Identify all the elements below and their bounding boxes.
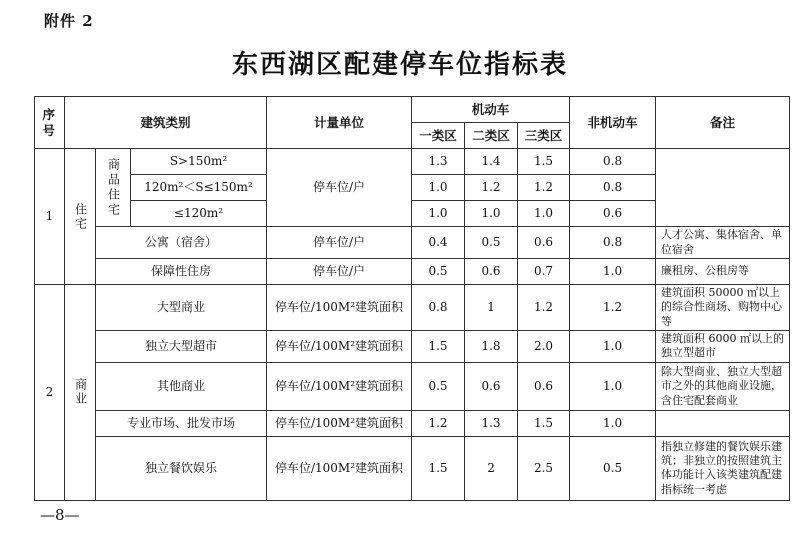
zone1-value: 1.2 xyxy=(412,410,465,436)
zone3-value: 2.0 xyxy=(518,330,570,362)
header-unit: 计量单位 xyxy=(267,97,412,149)
zone2-value: 0.6 xyxy=(465,259,518,285)
nonmotor-value: 0.6 xyxy=(570,201,656,227)
header-zone1: 一类区 xyxy=(412,123,465,149)
remarks-cell: 廉租房、公租房等 xyxy=(656,259,790,285)
unit-cell: 停车位/户 xyxy=(267,149,412,227)
zone2-value: 1.0 xyxy=(465,201,518,227)
table-row xyxy=(35,362,790,410)
zone3-value: 2.5 xyxy=(518,436,570,500)
nonmotor-value: 1.2 xyxy=(570,285,656,331)
zone3-value: 1.5 xyxy=(518,149,570,175)
zone2-value: 0.6 xyxy=(465,362,518,410)
category-cell: 独立大型超市 xyxy=(96,330,267,362)
zone1-value: 1.5 xyxy=(412,436,465,500)
header-seq: 序号 xyxy=(35,97,65,149)
zone1-value: 1.0 xyxy=(412,201,465,227)
header-motor: 机动车 xyxy=(412,97,570,123)
table-row xyxy=(35,149,790,175)
nonmotor-value: 0.8 xyxy=(570,175,656,201)
nonmotor-value: 0.5 xyxy=(570,436,656,500)
table-row xyxy=(35,410,790,436)
remarks-cell: 建筑面积 50000 ㎡以上的综合性商场、购物中心等 xyxy=(656,285,790,331)
zone2-value: 1.3 xyxy=(465,410,518,436)
header-zone2: 二类区 xyxy=(465,123,518,149)
page-title: 东西湖区配建停车位指标表 xyxy=(231,50,568,80)
zone3-value: 0.6 xyxy=(518,362,570,410)
category-cell: 其他商业 xyxy=(96,362,267,410)
category-cell: S>150m² xyxy=(131,149,267,175)
annex-label: 附件 2 xyxy=(44,12,94,30)
nonmotor-value: 1.0 xyxy=(570,259,656,285)
nonmotor-value: 1.0 xyxy=(570,410,656,436)
zone1-value: 0.5 xyxy=(412,259,465,285)
group1-number: 1 xyxy=(35,149,65,285)
unit-cell: 停车位/100M²建筑面积 xyxy=(267,330,412,362)
zone1-value: 0.8 xyxy=(412,285,465,331)
header-category: 建筑类别 xyxy=(65,97,267,149)
category-cell: 大型商业 xyxy=(96,285,267,331)
unit-cell: 停车位/100M²建筑面积 xyxy=(267,436,412,500)
category-cell: 专业市场、批发市场 xyxy=(96,410,267,436)
remarks-cell: 人才公寓、集体宿舍、单位宿舍 xyxy=(656,227,790,259)
remarks-cell: 建筑面积 6000 ㎡以上的独立型超市 xyxy=(656,330,790,362)
zone2-value: 1 xyxy=(465,285,518,331)
zone3-value: 1.5 xyxy=(518,410,570,436)
group2-name: 商业 xyxy=(65,285,96,501)
remarks-cell xyxy=(656,149,790,227)
zone2-value: 1.8 xyxy=(465,330,518,362)
category-cell: 120m²＜S≤150m² xyxy=(131,175,267,201)
group2-number: 2 xyxy=(35,285,65,501)
remarks-cell xyxy=(656,410,790,436)
unit-cell: 停车位/100M²建筑面积 xyxy=(267,285,412,331)
header-nonmotor: 非机动车 xyxy=(570,97,656,149)
table-row xyxy=(35,330,790,362)
zone2-value: 1.2 xyxy=(465,175,518,201)
page-number: —8— xyxy=(40,506,80,524)
table-row xyxy=(35,259,790,285)
zone3-value: 1.0 xyxy=(518,201,570,227)
remarks-cell: 除大型商业、独立大型超市之外的其他商业设施，含住宅配套商业 xyxy=(656,362,790,410)
zone3-value: 1.2 xyxy=(518,285,570,331)
zone2-value: 0.5 xyxy=(465,227,518,259)
unit-cell: 停车位/100M²建筑面积 xyxy=(267,410,412,436)
category-cell: 公寓（宿舍） xyxy=(96,227,267,259)
zone1-value: 0.5 xyxy=(412,362,465,410)
group1-name: 住宅 xyxy=(65,149,96,285)
nonmotor-value: 0.8 xyxy=(570,149,656,175)
zone1-value: 1.3 xyxy=(412,149,465,175)
unit-cell: 停车位/100M²建筑面积 xyxy=(267,362,412,410)
category-cell: 独立餐饮娱乐 xyxy=(96,436,267,500)
unit-cell: 停车位/户 xyxy=(267,259,412,285)
remarks-cell: 指独立修建的餐饮娱乐建筑；非独立的按照建筑主体功能计入该类建筑配建指标统一考虑 xyxy=(656,436,790,500)
table-row xyxy=(35,285,790,331)
zone1-value: 0.4 xyxy=(412,227,465,259)
table-row xyxy=(35,436,790,500)
unit-cell: 停车位/户 xyxy=(267,227,412,259)
zone2-value: 1.4 xyxy=(465,149,518,175)
group1-subcategory: 商品住宅 xyxy=(96,149,131,227)
zone1-value: 1.0 xyxy=(412,175,465,201)
category-cell: 保障性住房 xyxy=(96,259,267,285)
nonmotor-value: 0.8 xyxy=(570,227,656,259)
header-remarks: 备注 xyxy=(656,97,790,149)
zone3-value: 0.6 xyxy=(518,227,570,259)
table-row xyxy=(35,227,790,259)
category-cell: ≤120m² xyxy=(131,201,267,227)
zone3-value: 0.7 xyxy=(518,259,570,285)
zone1-value: 1.5 xyxy=(412,330,465,362)
zone2-value: 2 xyxy=(465,436,518,500)
nonmotor-value: 1.0 xyxy=(570,330,656,362)
zone3-value: 1.2 xyxy=(518,175,570,201)
header-zone3: 三类区 xyxy=(518,123,570,149)
nonmotor-value: 1.0 xyxy=(570,362,656,410)
parking-standard-table xyxy=(34,96,790,501)
